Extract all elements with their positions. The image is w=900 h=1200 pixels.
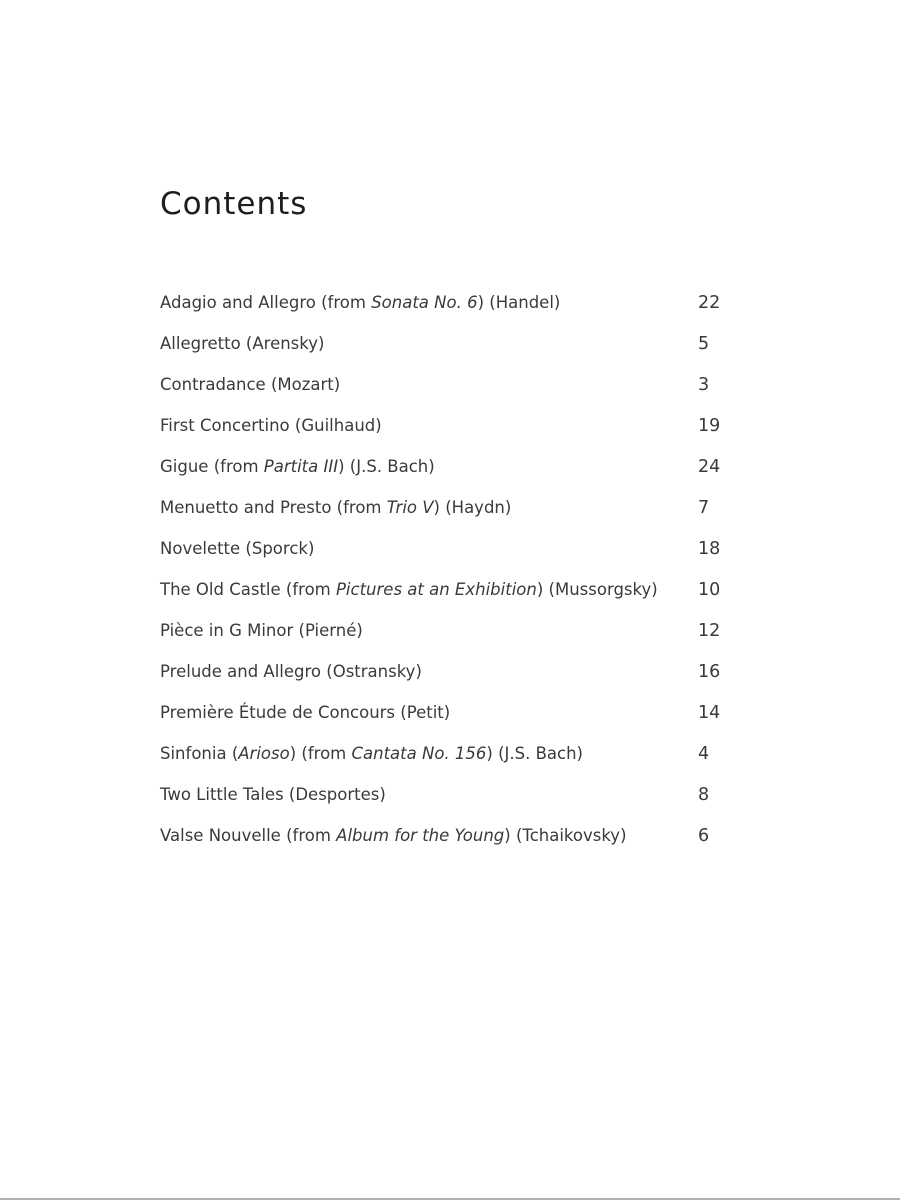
toc-entry-title xyxy=(160,616,363,646)
toc-entry xyxy=(160,821,730,862)
toc-entry-title-part: Gigue (from xyxy=(160,457,264,476)
toc-entry-page-number: 8 xyxy=(698,785,710,805)
toc-entry-title-italic-part: Trio V xyxy=(386,498,434,517)
toc-entry xyxy=(160,575,730,616)
toc-entry-page-number: 4 xyxy=(698,744,710,764)
toc-entry-title-part: ) (J.S. Bach) xyxy=(486,744,583,763)
toc-entry-title-italic-part: Album for the Young xyxy=(336,826,505,845)
toc-entry-title-part: ) (Handel) xyxy=(477,293,561,312)
toc-entry-title xyxy=(160,698,450,728)
toc-entry-title xyxy=(160,370,340,400)
toc-entry-title-part: Two Little Tales (Desportes) xyxy=(160,785,386,804)
toc-entry-title-part: Pièce in G Minor (Pierné) xyxy=(160,621,363,640)
toc-entry xyxy=(160,411,730,452)
toc-entry-title-italic-part: Cantata No. 156 xyxy=(351,744,487,763)
toc-entry-title xyxy=(160,452,435,482)
toc-entry xyxy=(160,534,730,575)
toc-entry-title xyxy=(160,739,583,769)
toc-entry xyxy=(160,329,730,370)
toc-entry-title-part: Première Étude de Concours (Petit) xyxy=(160,703,451,722)
toc-entry-title-part: Allegretto (Arensky) xyxy=(160,334,325,353)
toc-entry-title-part: Prelude and Allegro (Ostransky) xyxy=(160,662,422,681)
toc-entry-page-number: 22 xyxy=(698,293,721,313)
toc-entry xyxy=(160,657,730,698)
toc-entry-page-number: 19 xyxy=(698,416,721,436)
toc-entry-title-part: The Old Castle (from xyxy=(160,580,336,599)
toc-entry-title-part: Adagio and Allegro (from xyxy=(160,293,372,312)
toc-entry-page-number: 3 xyxy=(698,375,710,395)
toc-entry-title-part: Valse Nouvelle (from xyxy=(160,826,337,845)
toc-entry-page-number: 14 xyxy=(698,703,721,723)
toc-entry xyxy=(160,739,730,780)
toc-entry xyxy=(160,452,730,493)
toc-entry-title-part: ) (Tchaikovsky) xyxy=(504,826,627,845)
toc-entry-page-number: 10 xyxy=(698,580,721,600)
toc-entry-title xyxy=(160,575,658,605)
toc-entry-title-part: Contradance (Mozart) xyxy=(160,375,341,394)
toc-entry-title xyxy=(160,329,324,359)
toc-entry-title xyxy=(160,411,382,441)
toc-entry-page-number: 24 xyxy=(698,457,721,477)
toc-entry xyxy=(160,698,730,739)
toc-entry-title-part: Sinfonia ( xyxy=(160,744,239,763)
toc-entry-title xyxy=(160,534,314,564)
toc-entry-title xyxy=(160,657,422,687)
toc-entry-page-number: 12 xyxy=(698,621,721,641)
toc-entry xyxy=(160,493,730,534)
toc-entry-page-number: 6 xyxy=(698,826,710,846)
table-of-contents xyxy=(160,288,730,862)
toc-entry-title-italic-part: Pictures at an Exhibition xyxy=(335,580,537,599)
toc-entry-title xyxy=(160,821,627,851)
toc-entry-title-italic-part: Arioso xyxy=(238,744,290,763)
toc-entry-page-number: 16 xyxy=(698,662,721,682)
toc-entry-page-number: 18 xyxy=(698,539,721,559)
toc-entry-title-italic-part: Sonata No. 6 xyxy=(371,293,478,312)
toc-entry-title-part: Novelette (Sporck) xyxy=(160,539,315,558)
toc-entry xyxy=(160,780,730,821)
toc-entry xyxy=(160,370,730,411)
toc-entry xyxy=(160,288,730,329)
toc-entry-title-part: First Concertino (Guilhaud) xyxy=(160,416,382,435)
toc-entry-title-part: ) (J.S. Bach) xyxy=(338,457,435,476)
toc-entry-title-italic-part: Partita III xyxy=(263,457,339,476)
toc-entry-title-part: ) (Mussorgsky) xyxy=(536,580,658,599)
toc-entry-title-part: ) (from xyxy=(289,744,352,763)
toc-entry-title xyxy=(160,780,386,810)
page-title: Contents xyxy=(160,185,308,222)
toc-entry-title xyxy=(160,288,560,318)
toc-entry xyxy=(160,616,730,657)
toc-entry-page-number: 5 xyxy=(698,334,710,354)
toc-entry-title-part: ) (Haydn) xyxy=(433,498,512,517)
toc-entry-title xyxy=(160,493,511,523)
toc-entry-page-number: 7 xyxy=(698,498,710,518)
toc-entry-title-part: Menuetto and Presto (from xyxy=(160,498,387,517)
